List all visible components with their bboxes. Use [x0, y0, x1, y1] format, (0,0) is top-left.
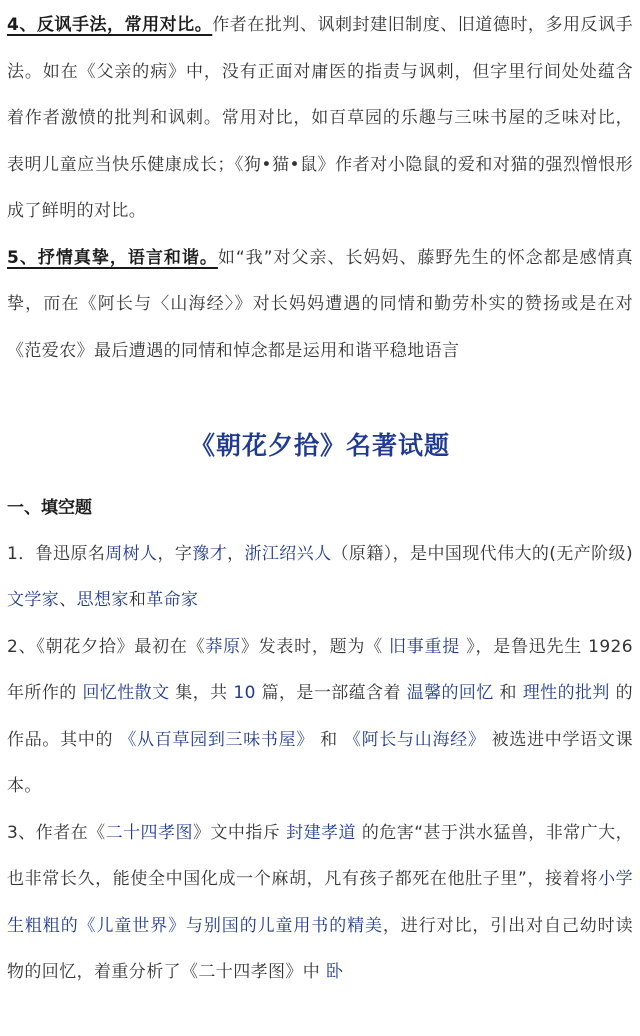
answer-text: 《从百草园到三味书屋》: [119, 729, 315, 750]
answer-text: 卧: [326, 962, 344, 983]
paragraph-body: 作者在批判、讽刺封建旧制度、旧道德时，多用反讽手法。如在《父亲的病》中，没有正面对庸医的指责与讽刺，但字里行间处处蕴含着作者激愤的批判和讽刺。常用对比，如百草园的乐趣与三味书屋的乏味对比，表明儿童应当快乐健康成长；《狗•猫•鼠》作者对小隐鼠的爱和对猫的强烈憎恨形成了鲜明的对比。: [7, 15, 633, 221]
answer-text: 文学家: [7, 590, 60, 611]
question-text: 1．鲁迅原名: [7, 543, 106, 564]
question-text: ，: [227, 543, 245, 564]
paragraph-lead: 4、反讽手法，常用对比。: [7, 15, 213, 35]
question-text: （原籍），是中国现代伟大的(无产阶级): [331, 543, 633, 564]
question-1: [7, 531, 633, 624]
question-text: 》，是鲁迅先生 1926 年所作的: [7, 636, 633, 704]
answer-text: 豫才: [192, 543, 228, 564]
question-text: 2、《朝花夕拾》最初在《: [7, 636, 206, 657]
answer-text: 10: [233, 683, 256, 704]
answer-text: 周树人: [105, 543, 158, 564]
question-text: 和: [314, 729, 344, 750]
answer-text: 《阿长与山海经》: [343, 729, 486, 750]
answer-text: 小学生粗粗的《儿童世界》与别国的儿童用书的精美: [7, 869, 633, 936]
answer-text: 思想家: [76, 590, 129, 611]
paragraph-body: 如“我”对父亲、长妈妈、藤野先生的怀念都是感情真挚，而在《阿长与〈山海经〉》对长妈妈遭遇的同情和勤劳朴实的赞扬或是在对《范爱农》最后遭遇的同情和悼念都是运用和谐平稳地语言: [7, 247, 633, 361]
answer-text: 革命家: [146, 590, 199, 611]
paragraph-lead: 5、抒情真挚，语言和谐。: [7, 247, 218, 268]
answer-text: 理性的批判: [522, 683, 610, 704]
question-text: 篇，是一部蕴含着: [255, 683, 407, 704]
paragraph-lyrical-language: [7, 235, 633, 375]
question-3: [7, 810, 633, 996]
question-text: 集，共: [169, 683, 234, 704]
question-text: 和: [493, 683, 523, 704]
question-text: 》文中指斥: [192, 822, 287, 843]
answer-text: 回忆性散文: [82, 683, 170, 704]
question-text: ，进行对比，引出对自己幼时读物的回忆，着重分析了《二十四孝图》中: [7, 915, 633, 983]
paragraph-irony-contrast: [7, 2, 633, 235]
question-text: 的作品。其中的: [7, 683, 634, 750]
question-2: [7, 624, 633, 810]
question-text: 的危害“甚于洪水猛兽，非常广大，也非常长久，能使全中国化成一个麻胡，凡有孩子都死在他肚子里”，接着将: [7, 822, 634, 890]
answer-text: 旧事重提: [389, 636, 461, 657]
question-text: 》发表时，题为《: [240, 636, 390, 657]
page-title: 《朝花夕拾》名著试题: [189, 431, 450, 460]
section-heading: 一、填空题: [7, 497, 92, 518]
question-text: 3、作者在《: [7, 822, 106, 843]
answer-text: 温馨的回忆: [406, 683, 494, 704]
answer-text: 莽原: [205, 636, 241, 657]
answer-text: 二十四孝图: [105, 822, 193, 843]
answer-text: 浙江绍兴人: [244, 543, 332, 564]
answer-text: 封建孝道: [286, 822, 356, 843]
question-text: 被选进中学语文课本。: [7, 729, 633, 797]
question-text: 、: [59, 590, 77, 611]
question-text: 和: [128, 590, 147, 611]
question-text: ，字: [157, 543, 193, 564]
